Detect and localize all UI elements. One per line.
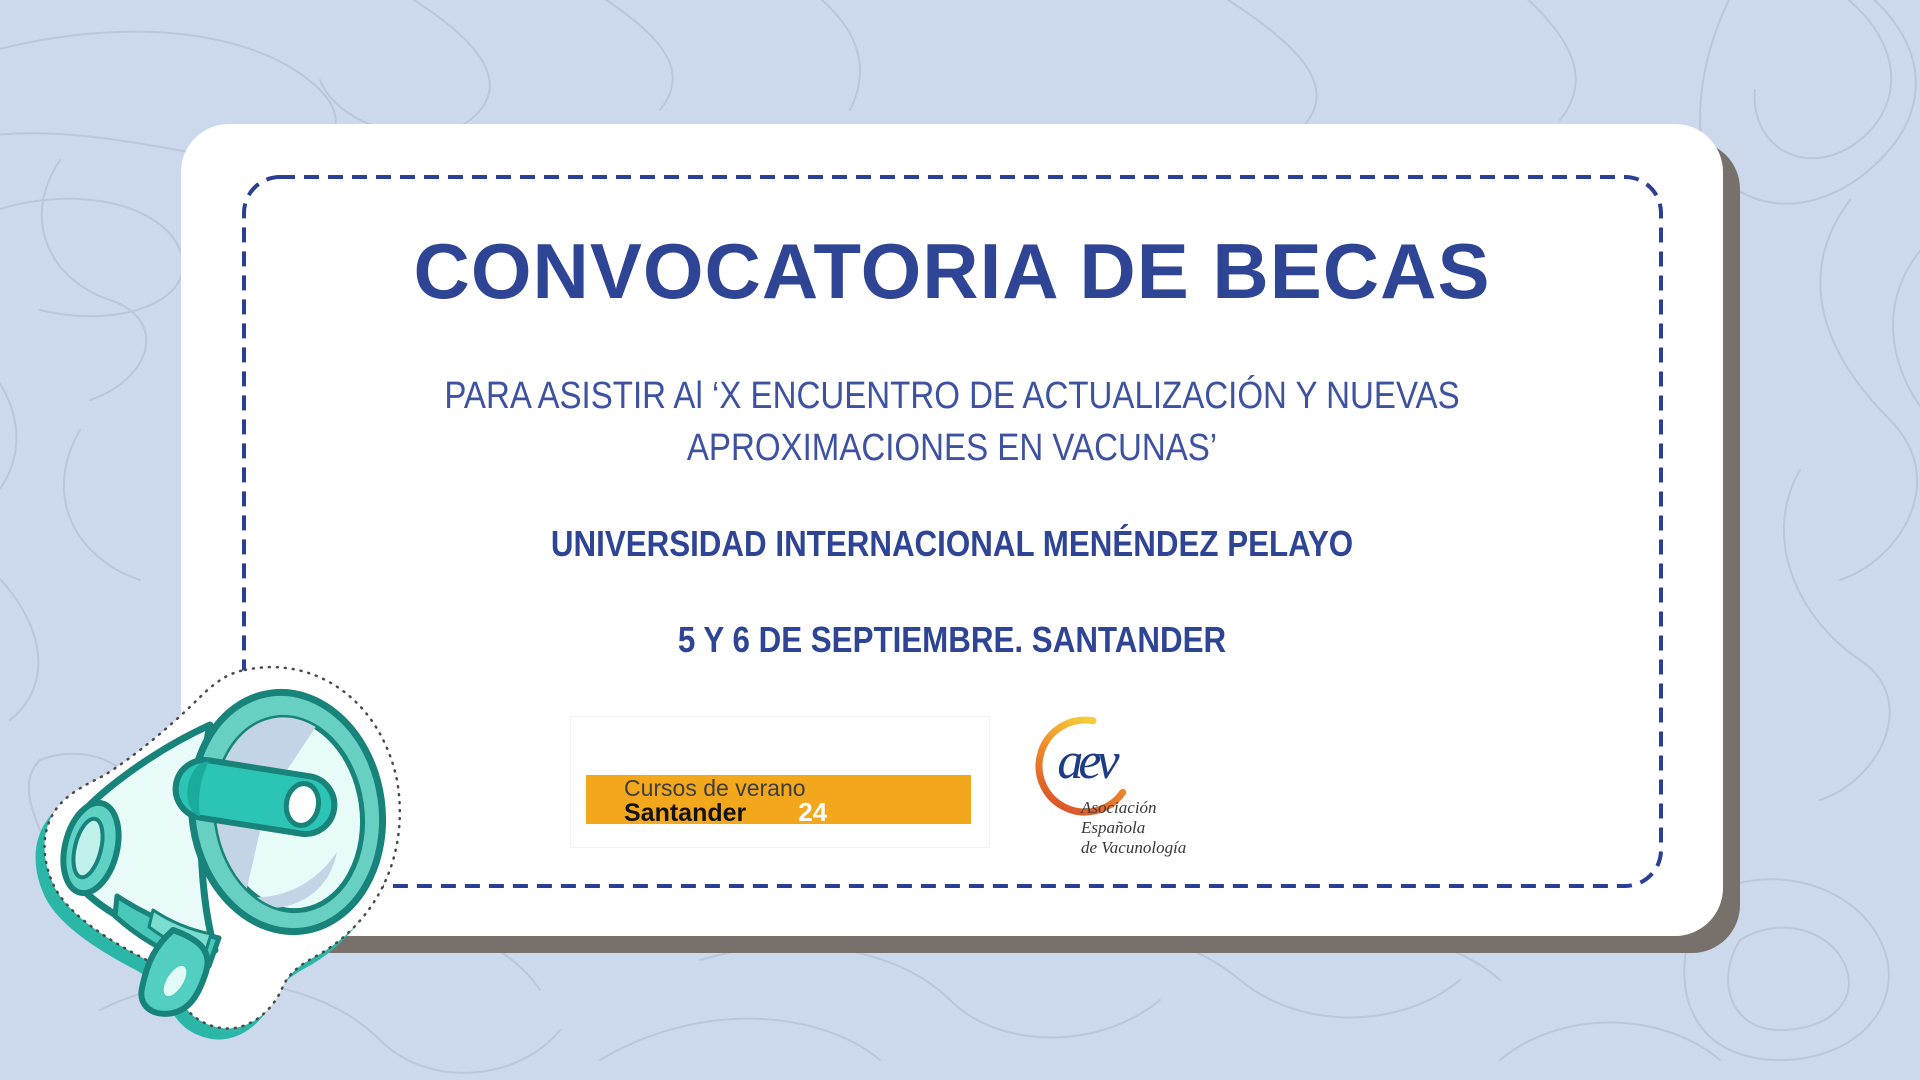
megaphone-illustration — [25, 640, 425, 1060]
poster-title: CONVOCATORIA DE BECAS — [413, 227, 1491, 315]
santander-logo-line2: Santander — [624, 799, 747, 827]
poster-subtitle — [281, 370, 1623, 474]
aev-org-line1: Asociación — [1081, 798, 1157, 817]
subtitle-line-2: APROXIMACIONES EN VACUNAS’ — [686, 427, 1218, 469]
aev-org-line3: de Vacunología — [1081, 838, 1187, 857]
santander-logo-band — [586, 775, 971, 827]
event-date-location: 5 Y 6 DE SEPTIEMBRE. SANTANDER — [677, 619, 1227, 660]
aev-association-name — [1081, 798, 1186, 858]
subtitle-line-1: PARA ASISTIR Al ‘X ENCUENTRO DE ACTUALIZACIÓN Y NUEVAS — [444, 375, 1460, 417]
santander-logo-line2-row — [624, 797, 971, 829]
aev-org-line2: Española — [1081, 818, 1146, 837]
aev-logo — [1033, 712, 1243, 882]
university-name: UNIVERSIDAD INTERNACIONAL MENÉNDEZ PELAYO — [550, 523, 1354, 564]
santander-logo-year: 24 — [798, 797, 828, 827]
santander-logo-line1: Cursos de verano — [624, 775, 806, 801]
aev-monogram: aev — [1057, 733, 1115, 790]
santander-summer-courses-logo — [570, 716, 990, 848]
